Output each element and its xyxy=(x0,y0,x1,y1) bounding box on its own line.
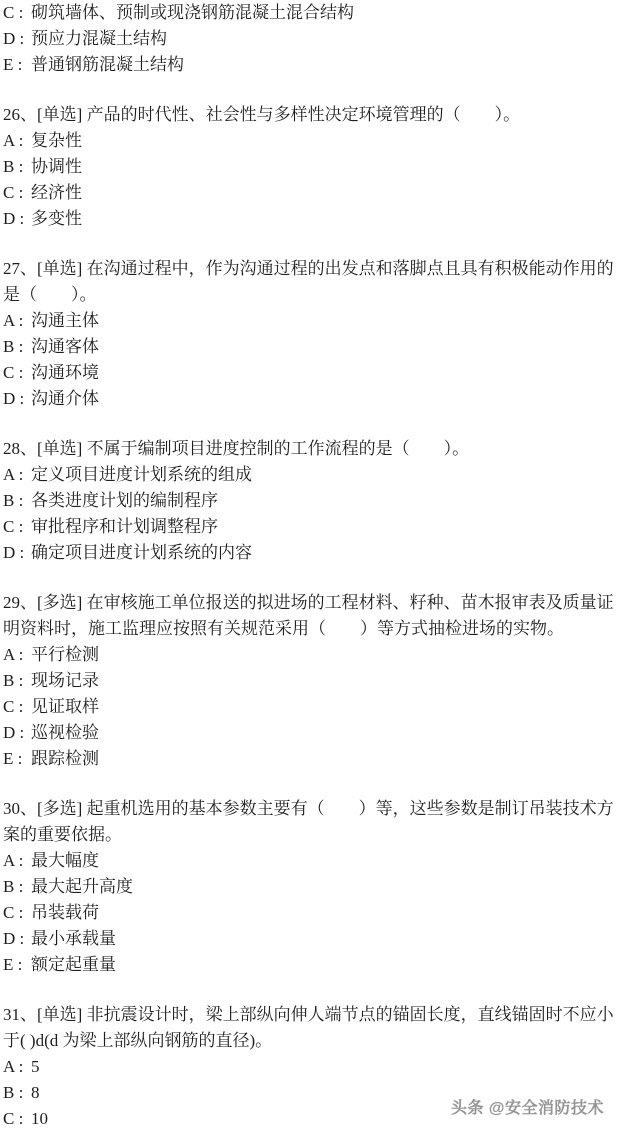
option-text: 预应力混凝土结构 xyxy=(31,29,167,48)
option-label: D : xyxy=(3,29,25,48)
option-label: E : xyxy=(3,749,23,768)
option-text: 跟踪检测 xyxy=(31,749,99,768)
question-type-tag: [多选] xyxy=(37,799,83,818)
question-text: 起重机选用的基本参数主要有（ ）等，这些参数是制订吊装技术方案的重要依据。 xyxy=(3,799,614,844)
option-label: E : xyxy=(3,55,23,74)
option-label: B : xyxy=(3,157,24,176)
option-row xyxy=(3,952,615,978)
option-text: 沟通客体 xyxy=(31,337,99,356)
option-text: 普通钢筋混凝土结构 xyxy=(31,55,184,74)
option-text: 额定起重量 xyxy=(31,955,116,974)
question-number: 29、 xyxy=(3,593,37,612)
question-type-tag: [单选] xyxy=(37,259,83,278)
option-label: A : xyxy=(3,1057,24,1076)
option-row xyxy=(3,462,615,488)
option-text: 5 xyxy=(31,1057,40,1076)
option-text: 确定项目进度计划系统的内容 xyxy=(31,543,252,562)
question-text: 不属于编制项目进度控制的工作流程的是（ ）。 xyxy=(82,439,470,458)
option-row xyxy=(3,26,615,52)
option-row xyxy=(3,0,615,26)
option-label: B : xyxy=(3,671,24,690)
option-text: 审批程序和计划调整程序 xyxy=(31,517,218,536)
option-label: C : xyxy=(3,363,24,382)
question-type-tag: [多选] xyxy=(37,593,83,612)
question-number: 31、 xyxy=(3,1005,37,1024)
option-label: A : xyxy=(3,465,24,484)
option-label: B : xyxy=(3,877,24,896)
option-row xyxy=(3,746,615,772)
question-block-26 xyxy=(3,102,615,232)
option-text: 经济性 xyxy=(31,183,82,202)
option-label: A : xyxy=(3,311,24,330)
question-text: 非抗震设计时，梁上部纵向伸人端节点的锚固长度，直线锚固时不应小于( )d(d 为梁上部纵向钢筋的直径)。 xyxy=(3,1005,614,1050)
question-text: 在沟通过程中，作为沟通过程的出发点和落脚点且具有积极能动作用的是（ ）。 xyxy=(3,259,614,304)
option-label: D : xyxy=(3,389,25,408)
option-row xyxy=(3,874,615,900)
option-row xyxy=(3,154,615,180)
question-number: 26、 xyxy=(3,105,37,124)
option-label: C : xyxy=(3,3,24,22)
option-text: 沟通介体 xyxy=(31,389,99,408)
question-block-30 xyxy=(3,796,615,978)
option-row xyxy=(3,720,615,746)
question-block-27 xyxy=(3,256,615,412)
question-block-28 xyxy=(3,436,615,566)
option-label: B : xyxy=(3,491,24,510)
option-label: C : xyxy=(3,517,24,536)
question-block-29 xyxy=(3,590,615,772)
option-label: C : xyxy=(3,1109,24,1128)
question-stem xyxy=(3,436,615,462)
option-text: 最大起升高度 xyxy=(31,877,133,896)
option-label: C : xyxy=(3,903,24,922)
option-label: A : xyxy=(3,131,24,150)
option-label: E : xyxy=(3,955,23,974)
option-row xyxy=(3,52,615,78)
question-stem xyxy=(3,102,615,128)
option-row xyxy=(3,180,615,206)
option-label: B : xyxy=(3,1083,24,1102)
option-text: 砌筑墙体、预制或现浇钢筋混凝土混合结构 xyxy=(31,3,354,22)
option-text: 8 xyxy=(31,1083,40,1102)
option-row xyxy=(3,642,615,668)
option-text: 平行检测 xyxy=(31,645,99,664)
toutiao-watermark: 头条 @安全消防技术 xyxy=(450,1100,604,1117)
option-row xyxy=(3,488,615,514)
option-label: D : xyxy=(3,723,25,742)
question-text: 在审核施工单位报送的拟进场的工程材料、籽种、苗木报审表及质量证明资料时，施工监理应按照有关规范采用（ ）等方式抽检进场的实物。 xyxy=(3,593,614,638)
option-row xyxy=(3,540,615,566)
option-text: 巡视检验 xyxy=(31,723,99,742)
question-text: 产品的时代性、社会性与多样性决定环境管理的（ ）。 xyxy=(82,105,521,124)
option-row xyxy=(3,386,615,412)
option-text: 协调性 xyxy=(31,157,82,176)
option-row xyxy=(3,206,615,232)
option-label: A : xyxy=(3,645,24,664)
option-row xyxy=(3,900,615,926)
option-row xyxy=(3,360,615,386)
question-stem xyxy=(3,1002,615,1054)
option-row xyxy=(3,848,615,874)
option-text: 吊装载荷 xyxy=(31,903,99,922)
option-text: 现场记录 xyxy=(31,671,99,690)
option-text: 最小承载量 xyxy=(31,929,116,948)
option-row xyxy=(3,308,615,334)
question-stem xyxy=(3,590,615,642)
question-stem xyxy=(3,256,615,308)
option-row xyxy=(3,514,615,540)
option-text: 见证取样 xyxy=(31,697,99,716)
question-number: 27、 xyxy=(3,259,37,278)
option-text: 沟通环境 xyxy=(31,363,99,382)
option-label: B : xyxy=(3,337,24,356)
question-type-tag: [单选] xyxy=(37,439,83,458)
option-row xyxy=(3,1054,615,1080)
option-row xyxy=(3,694,615,720)
option-row xyxy=(3,668,615,694)
option-row xyxy=(3,926,615,952)
option-text: 沟通主体 xyxy=(31,311,99,330)
question-type-tag: [单选] xyxy=(37,105,83,124)
option-row xyxy=(3,334,615,360)
option-text: 定义项目进度计划系统的组成 xyxy=(31,465,252,484)
question-number: 28、 xyxy=(3,439,37,458)
option-text: 最大幅度 xyxy=(31,851,99,870)
option-text: 复杂性 xyxy=(31,131,82,150)
option-label: D : xyxy=(3,543,25,562)
question-type-tag: [单选] xyxy=(37,1005,83,1024)
option-label: C : xyxy=(3,183,24,202)
option-label: D : xyxy=(3,929,25,948)
option-label: C : xyxy=(3,697,24,716)
option-label: D : xyxy=(3,209,25,228)
option-text: 各类进度计划的编制程序 xyxy=(31,491,218,510)
option-label: A : xyxy=(3,851,24,870)
question-stem xyxy=(3,796,615,848)
option-text: 10 xyxy=(31,1109,48,1128)
option-text: 多变性 xyxy=(31,209,82,228)
question-number: 30、 xyxy=(3,799,37,818)
prior-question-options xyxy=(3,0,615,78)
option-row xyxy=(3,128,615,154)
